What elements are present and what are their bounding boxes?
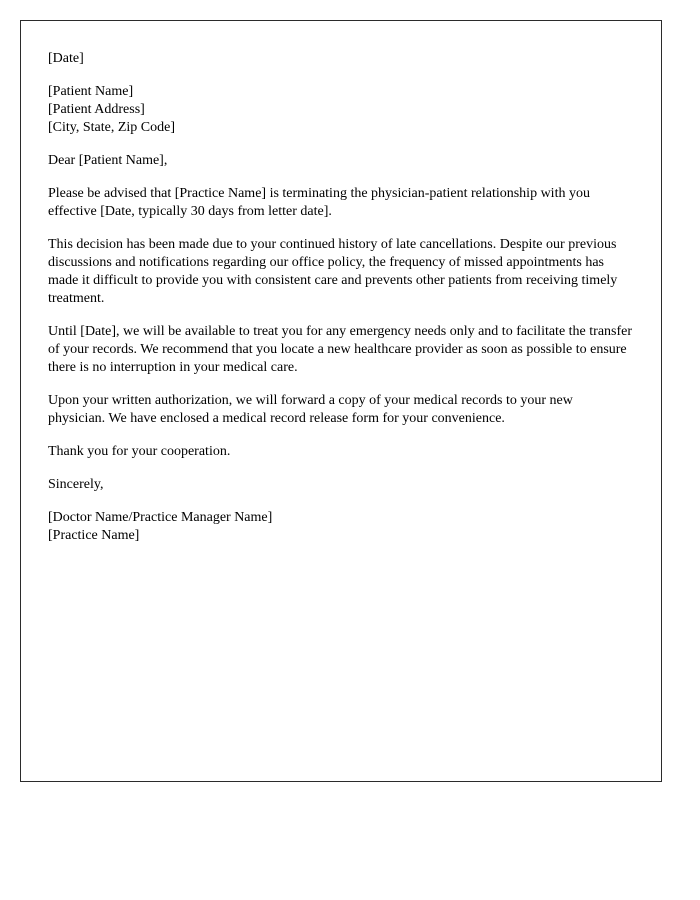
- recipient-city-state-zip-line: [City, State, Zip Code]: [48, 120, 176, 135]
- recipient-address-block: [48, 83, 633, 137]
- salutation: Dear [Patient Name],: [48, 153, 168, 168]
- signature-block: [48, 509, 633, 545]
- paragraph-thank-you: Thank you for your cooperation.: [48, 444, 231, 459]
- closing: Sincerely,: [48, 477, 104, 492]
- paragraph-termination-notice: Please be advised that [Practice Name] is terminating the physician-patient relationship with you effective [Date, typically 30 days from letter date].: [48, 186, 590, 219]
- letter-page: [20, 20, 662, 782]
- paragraph-interim-emergency-care: Until [Date], we will be available to treat you for any emergency needs only and to facilitate the transfer of your records. We recommend that you locate a new healthcare provider as soon as possible to ensure there is no interruption in your medical care.: [48, 324, 633, 375]
- signature-name-line: [Doctor Name/Practice Manager Name]: [48, 510, 273, 525]
- recipient-address-line: [Patient Address]: [48, 102, 145, 117]
- recipient-name-line: [Patient Name]: [48, 84, 134, 99]
- paragraph-reason-late-cancellations: This decision has been made due to your continued history of late cancellations. Despite our previous discussions and notifications regarding our office policy, the frequency of missed appointments has made it difficult to provide you with consistent care and prevents other patients from receiving timely treatment.: [48, 237, 618, 306]
- signature-practice-line: [Practice Name]: [48, 528, 140, 543]
- paragraph-records-transfer: Upon your written authorization, we will forward a copy of your medical records to your new physician. We have enclosed a medical record release form for your convenience.: [48, 393, 573, 426]
- letter-date-placeholder: [Date]: [48, 51, 84, 66]
